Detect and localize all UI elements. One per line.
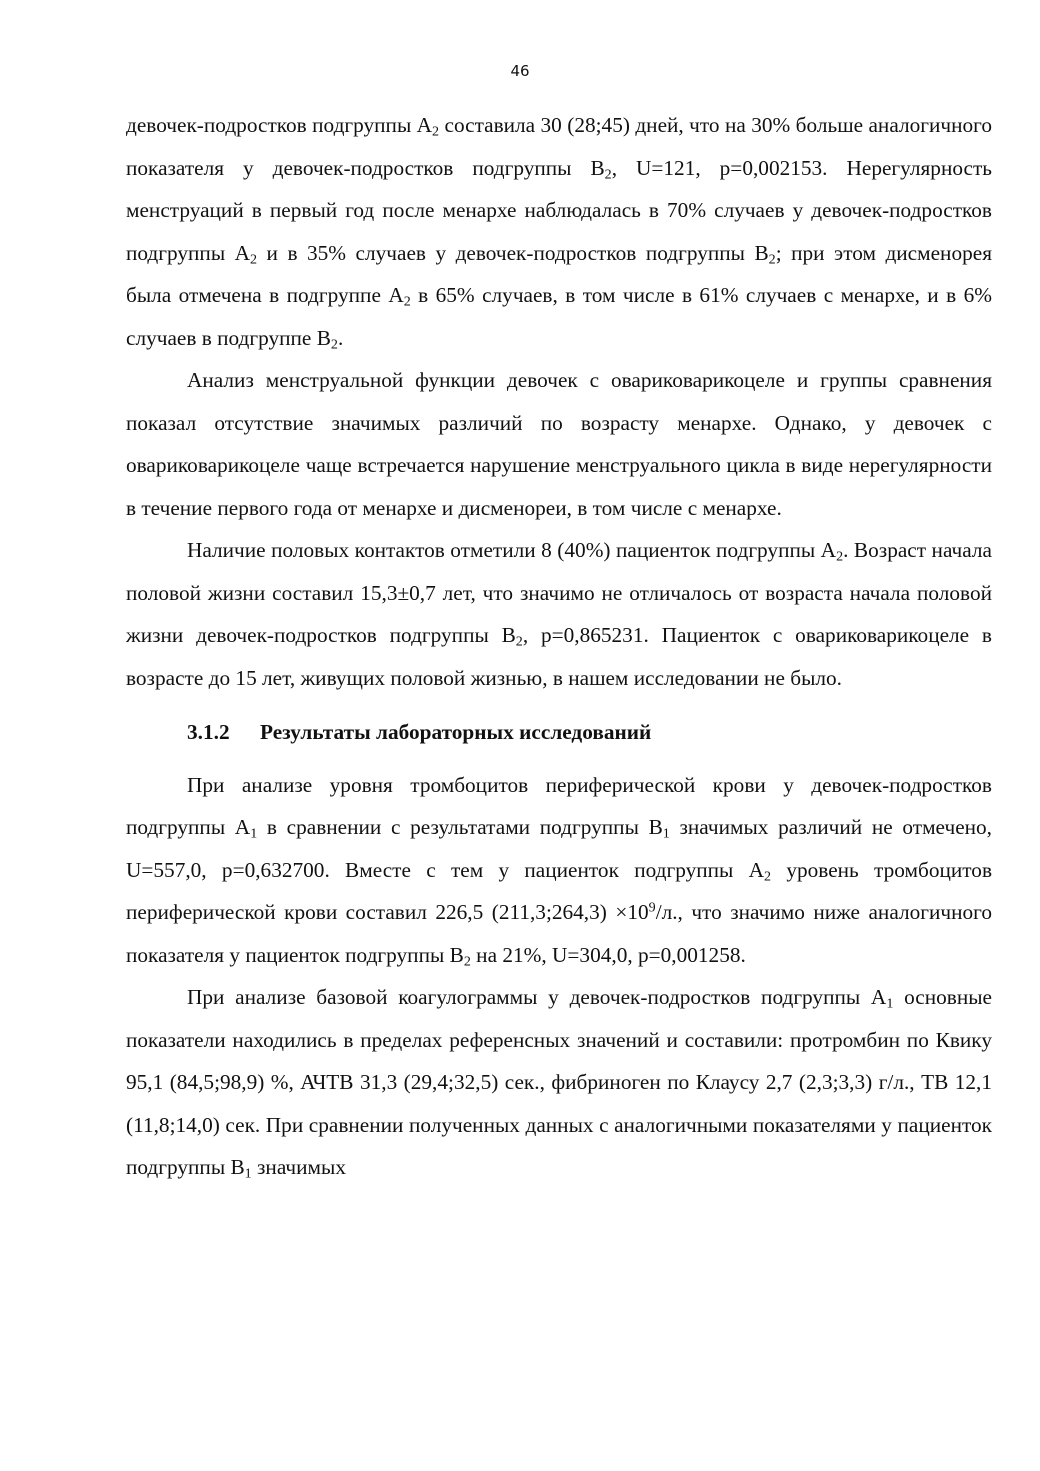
- text-run: уровень тромбоцитов периферической крови составил 226,5 (211,3;264,3) ×10: [126, 857, 993, 924]
- subscript: 2: [463, 953, 471, 969]
- text-run: в сравнении с результатами подгруппы В: [257, 815, 663, 839]
- body-paragraph: [126, 359, 992, 529]
- text-run: При анализе уровня тромбоцитов периферической крови у девочек-подростков подгруппы А: [126, 772, 992, 839]
- text-run: При анализе базовой коагулограммы у девочек-подростков подгруппы А: [187, 985, 887, 1009]
- text-run: девочек-подростков подгруппы А: [126, 113, 433, 137]
- text-run: , U=121, p=0,002153. Нерегулярность менструаций в первый год после менархе наблюдалась в 70% случаев у девочек-подростков подгруппы А: [126, 155, 992, 265]
- text-run: значимых различий не отмечено, U=557,0, p=0,632700. Вместе с тем у пациенток подгруппы А: [126, 815, 993, 882]
- text-run: ; при этом дисменорея была отмечена в подгруппе А: [126, 240, 992, 307]
- subscript: 2: [604, 166, 612, 182]
- text-run: Наличие половых контактов отметили 8 (40%) пациенток подгруппы А: [187, 538, 837, 562]
- subscript: 2: [403, 293, 411, 310]
- document-body: [126, 104, 992, 1189]
- subscript: 1: [662, 825, 670, 842]
- subscript: 1: [886, 995, 894, 1012]
- text-run: на 21%, U=304,0, p=0,001258.: [470, 942, 746, 967]
- body-paragraph: [126, 529, 992, 699]
- text-run: основные показатели находились в пределах референсных значений и составили: протромбин по Квику 95,1 (84,5;98,9) %, АЧТВ 31,3 (29,4;32,5) сек., фибриноген по Клаусу 2,7 (2,3;3,3) г/л., ТВ 12,1 (11,8;14,0) сек. При сравнении полученных данных с аналогичными показателями у пациенток подгруппы В: [126, 985, 992, 1179]
- text-run: , p=0,865231. Пациенток с овариковарикоцеле в возрасте до 15 лет, живущих половой жизнью, в нашем исследовании не было.: [126, 623, 992, 690]
- text-run: составила 30 (28;45) дней, что на 30% больше аналогичного показателя у девочек-подростков подгруппы В: [126, 113, 992, 180]
- text-run: значимых: [251, 1155, 346, 1179]
- text-run: в 65% случаев, в том числе в 61% случаев с менархе, и в 6% случаев в подгруппе В: [126, 283, 992, 350]
- body-paragraph: [126, 976, 992, 1189]
- subscript: 1: [250, 825, 258, 842]
- body-paragraph: [126, 104, 992, 359]
- subscript: 1: [244, 1165, 252, 1182]
- subscript: 2: [764, 868, 772, 884]
- subscript: 2: [330, 336, 338, 352]
- section-title: Результаты лабораторных исследований: [260, 720, 652, 744]
- page-number: 46: [510, 62, 530, 80]
- text-run: . Возраст начала половой жизни составил 15,3±0,7 лет, что значимо не отличалось от возраста начала половой жизни девочек-подростков подгруппы В: [126, 538, 992, 647]
- subscript: 2: [836, 548, 844, 565]
- subscript: 2: [250, 251, 258, 267]
- superscript: 9: [648, 899, 656, 916]
- section-number: 3.1.2: [187, 720, 230, 744]
- subscript: 2: [768, 251, 776, 267]
- section-heading: [187, 711, 992, 754]
- text-run: /л., что значимо ниже аналогичного показателя у пациенток подгруппы В: [126, 900, 992, 967]
- text-run: .: [337, 325, 344, 350]
- text-run: Анализ менструальной функции девочек с овариковарикоцеле и группы сравнения показал отсутствие значимых различий по возрасту менархе. Однако, у девочек с овариковарикоцеле чаще встречается нарушение менструального цикла в виде нерегулярности в течение первого года от менархе и дисменореи, в том числе с менархе.: [126, 368, 992, 520]
- text-run: и в 35% случаев у девочек-подростков подгруппы В: [257, 240, 769, 265]
- body-paragraph: [126, 764, 992, 977]
- subscript: 2: [432, 123, 440, 140]
- subscript: 2: [515, 633, 523, 650]
